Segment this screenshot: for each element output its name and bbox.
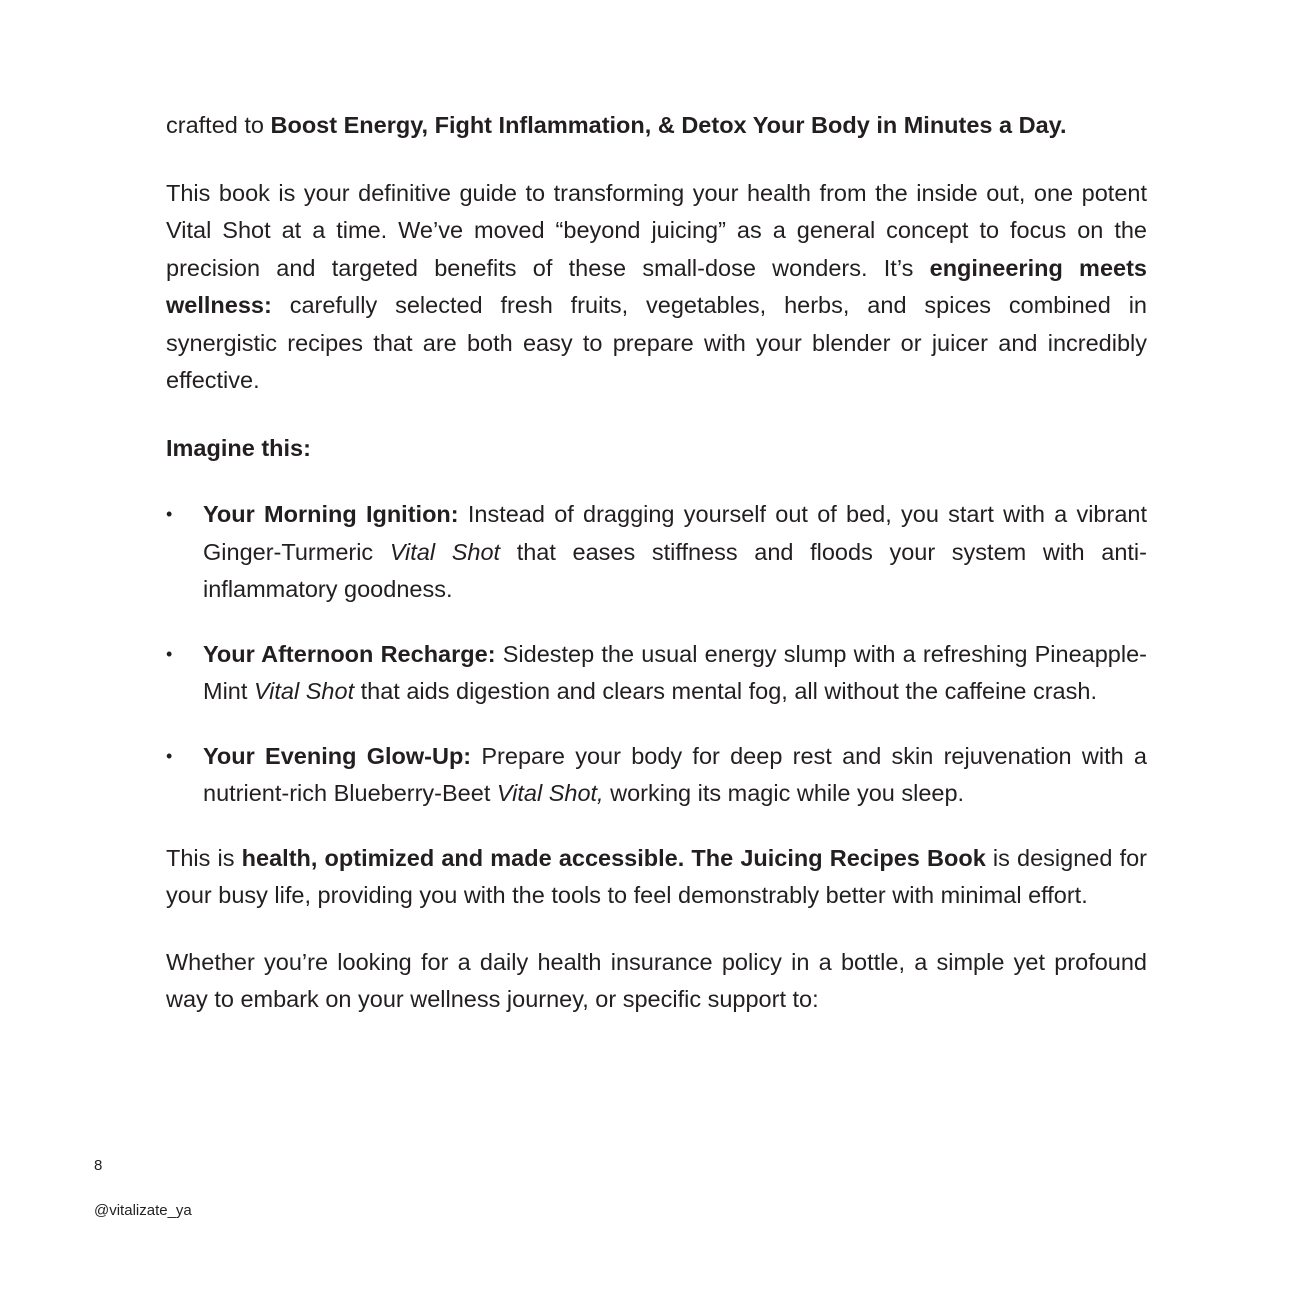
social-handle: @vitalizate_ya — [94, 1202, 192, 1219]
bullet-title: Your Evening Glow-Up: — [203, 742, 472, 769]
intro-paragraph — [166, 107, 1147, 145]
bullet-title: Your Afternoon Recharge: — [203, 640, 496, 667]
bullet-icon: • — [166, 745, 173, 766]
bullet-title: Your Morning Ignition: — [203, 501, 459, 527]
list-item — [166, 738, 1147, 813]
bullet-text-2: working its magic while you sleep. — [603, 780, 965, 806]
bullet-text-1: Sidestep the usual energy slump with a refreshing Pineapple-Mint — [203, 640, 1147, 704]
bullet-text-2: that eases stiffness and floods your system with anti-inflammatory goodness. — [203, 538, 1147, 602]
optimized-paragraph — [166, 840, 1147, 915]
closing-paragraph — [166, 944, 1147, 1019]
page-body — [166, 107, 1147, 1019]
optimized-text-2: is designed for your busy life, providing you with the tools to feel demonstrably better with minimal effort. — [166, 844, 1147, 908]
intro-text: crafted to — [166, 112, 271, 138]
bullet-icon: • — [166, 504, 173, 524]
optimized-text-1: This is — [166, 844, 242, 871]
closing-text: Whether you’re looking for a daily health insurance policy in a bottle, a simple yet profound way to embark on your wellness journey, or specific support to: — [166, 948, 1147, 1012]
book-text-1: This book is your definitive guide to transforming your health from the inside out, one potent Vital Shot at a time. We’ve moved “beyond juicing” as a general concept to focus on the precision and targeted benefits of these small-dose wonders. It’s — [166, 179, 1147, 281]
list-item — [166, 636, 1147, 711]
bullet-italic: Vital Shot — [389, 538, 501, 565]
book-text-2: carefully selected fresh fruits, vegetables, herbs, and spices combined in synergistic recipes that are both easy to prepare with your blender or juicer and incredibly effective. — [166, 292, 1147, 393]
imagine-heading — [166, 430, 1147, 468]
bullet-list — [166, 496, 1147, 813]
page-number: 8 — [94, 1157, 103, 1174]
list-item — [166, 496, 1147, 609]
imagine-heading-text: Imagine this: — [166, 434, 311, 461]
optimized-bold-text: health, optimized and made accessible. The Juicing Recipes Book — [241, 844, 986, 871]
bullet-icon: • — [166, 643, 173, 664]
bullet-italic: Vital Shot, — [496, 780, 604, 806]
bullet-text-2: that aids digestion and clears mental fog, all without the caffeine crash. — [354, 678, 1097, 704]
book-bold-text: engineering meets wellness: — [166, 254, 1147, 318]
intro-bold-text: Boost Energy, Fight Inflammation, & Detox Your Body in Minutes a Day. — [270, 112, 1067, 138]
bullet-text-1: Prepare your body for deep rest and skin rejuvenation with a nutrient-rich Blueberry-Beet — [203, 742, 1147, 806]
book-paragraph — [166, 175, 1147, 400]
bullet-italic: Vital Shot — [253, 678, 355, 704]
bullet-text-1: Instead of dragging yourself out of bed, you start with a vibrant Ginger-Turmeric — [203, 501, 1147, 565]
